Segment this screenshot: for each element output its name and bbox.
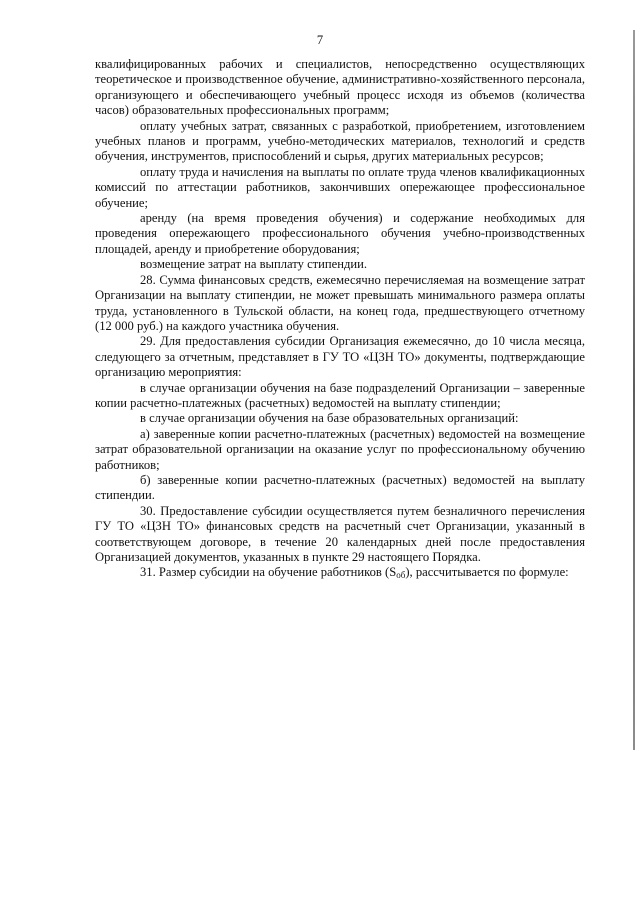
paragraph-commission-pay: оплату труда и начисления на выплаты по оплате труда членов квалификационных комиссий по аттестации работников, закончивших опережающее профессиональное обучение; <box>95 164 585 210</box>
paragraph-item-30: 30. Предоставление субсидии осуществляется путем безналичного перечисления ГУ ТО «ЦЗН ТО» финансовых средств на расчетный счет Организации, указанный в соответствующем договоре, в течение 20 календарных дней после предоставления Организацией документов, указанных в пункте 29 настоящего Порядка. <box>95 503 585 564</box>
paragraph-rent: аренду (на время проведения обучения) и содержание необходимых для проведения опережающего профессионального обучения учебно-производственных площадей, аренду и приобретение оборудования; <box>95 211 585 256</box>
paragraph-stipend-costs: возмещение затрат на выплату стипендии. <box>140 257 368 272</box>
paragraph-item-31 <box>95 565 585 580</box>
page-number: 7 <box>316 33 324 47</box>
item-31-text-start: 31. Размер субсидии на обучение работников (S <box>140 565 397 580</box>
paragraph-subitem-b: б) заверенные копии расчетно-платежных (расчетных) ведомостей на выплату стипендии. <box>95 472 585 503</box>
subscript-ob: об <box>396 570 406 581</box>
paragraph-item-28: 28. Сумма финансовых средств, ежемесячно перечисляемая на возмещение затрат Организации на выплату стипендии, не может превышать минимального размера оплаты труда, установленного в Тульской области, на конец года, предшествующего отчетному (12 000 руб.) на каждого участника обучения. <box>95 272 585 333</box>
scan-edge-shadow <box>633 30 635 750</box>
paragraph-staff-costs: квалифицированных рабочих и специалистов, непосредственно осуществляющих теоретическое и производственное обучение, административно-хозяйственного персонала, организующего и обеспечивающего учебный процесс исходя из объемов (количества часов) образовательных профессиональных программ; <box>95 57 585 118</box>
paragraph-external-training: в случае организации обучения на базе образовательных организаций: <box>140 411 519 426</box>
paragraph-internal-training: в случае организации обучения на базе подразделений Организации – заверенные копии расчетно-платежных (расчетных) ведомостей на выплату стипендии; <box>95 380 585 410</box>
item-31-text-end: ), рассчитывается по формуле: <box>405 565 569 580</box>
paragraph-item-29: 29. Для предоставления субсидии Организация ежемесячно, до 10 числа месяца, следующего за отчетным, представляет в ГУ ТО «ЦЗН ТО» документы, подтверждающие организацию мероприятия: <box>95 334 585 380</box>
document-body <box>95 57 585 581</box>
paragraph-subitem-a: а) заверенные копии расчетно-платежных (расчетных) ведомостей на возмещение затрат образовательной организации на оказание услуг по профессиональному обучению работников; <box>95 426 585 472</box>
paragraph-training-costs: оплату учебных затрат, связанных с разработкой, приобретением, изготовлением учебных планов и программ, учебно-методических материалов, технологий и средств обучения, инструментов, приспособлений и сырья, других материальных ресурсов; <box>95 118 585 164</box>
